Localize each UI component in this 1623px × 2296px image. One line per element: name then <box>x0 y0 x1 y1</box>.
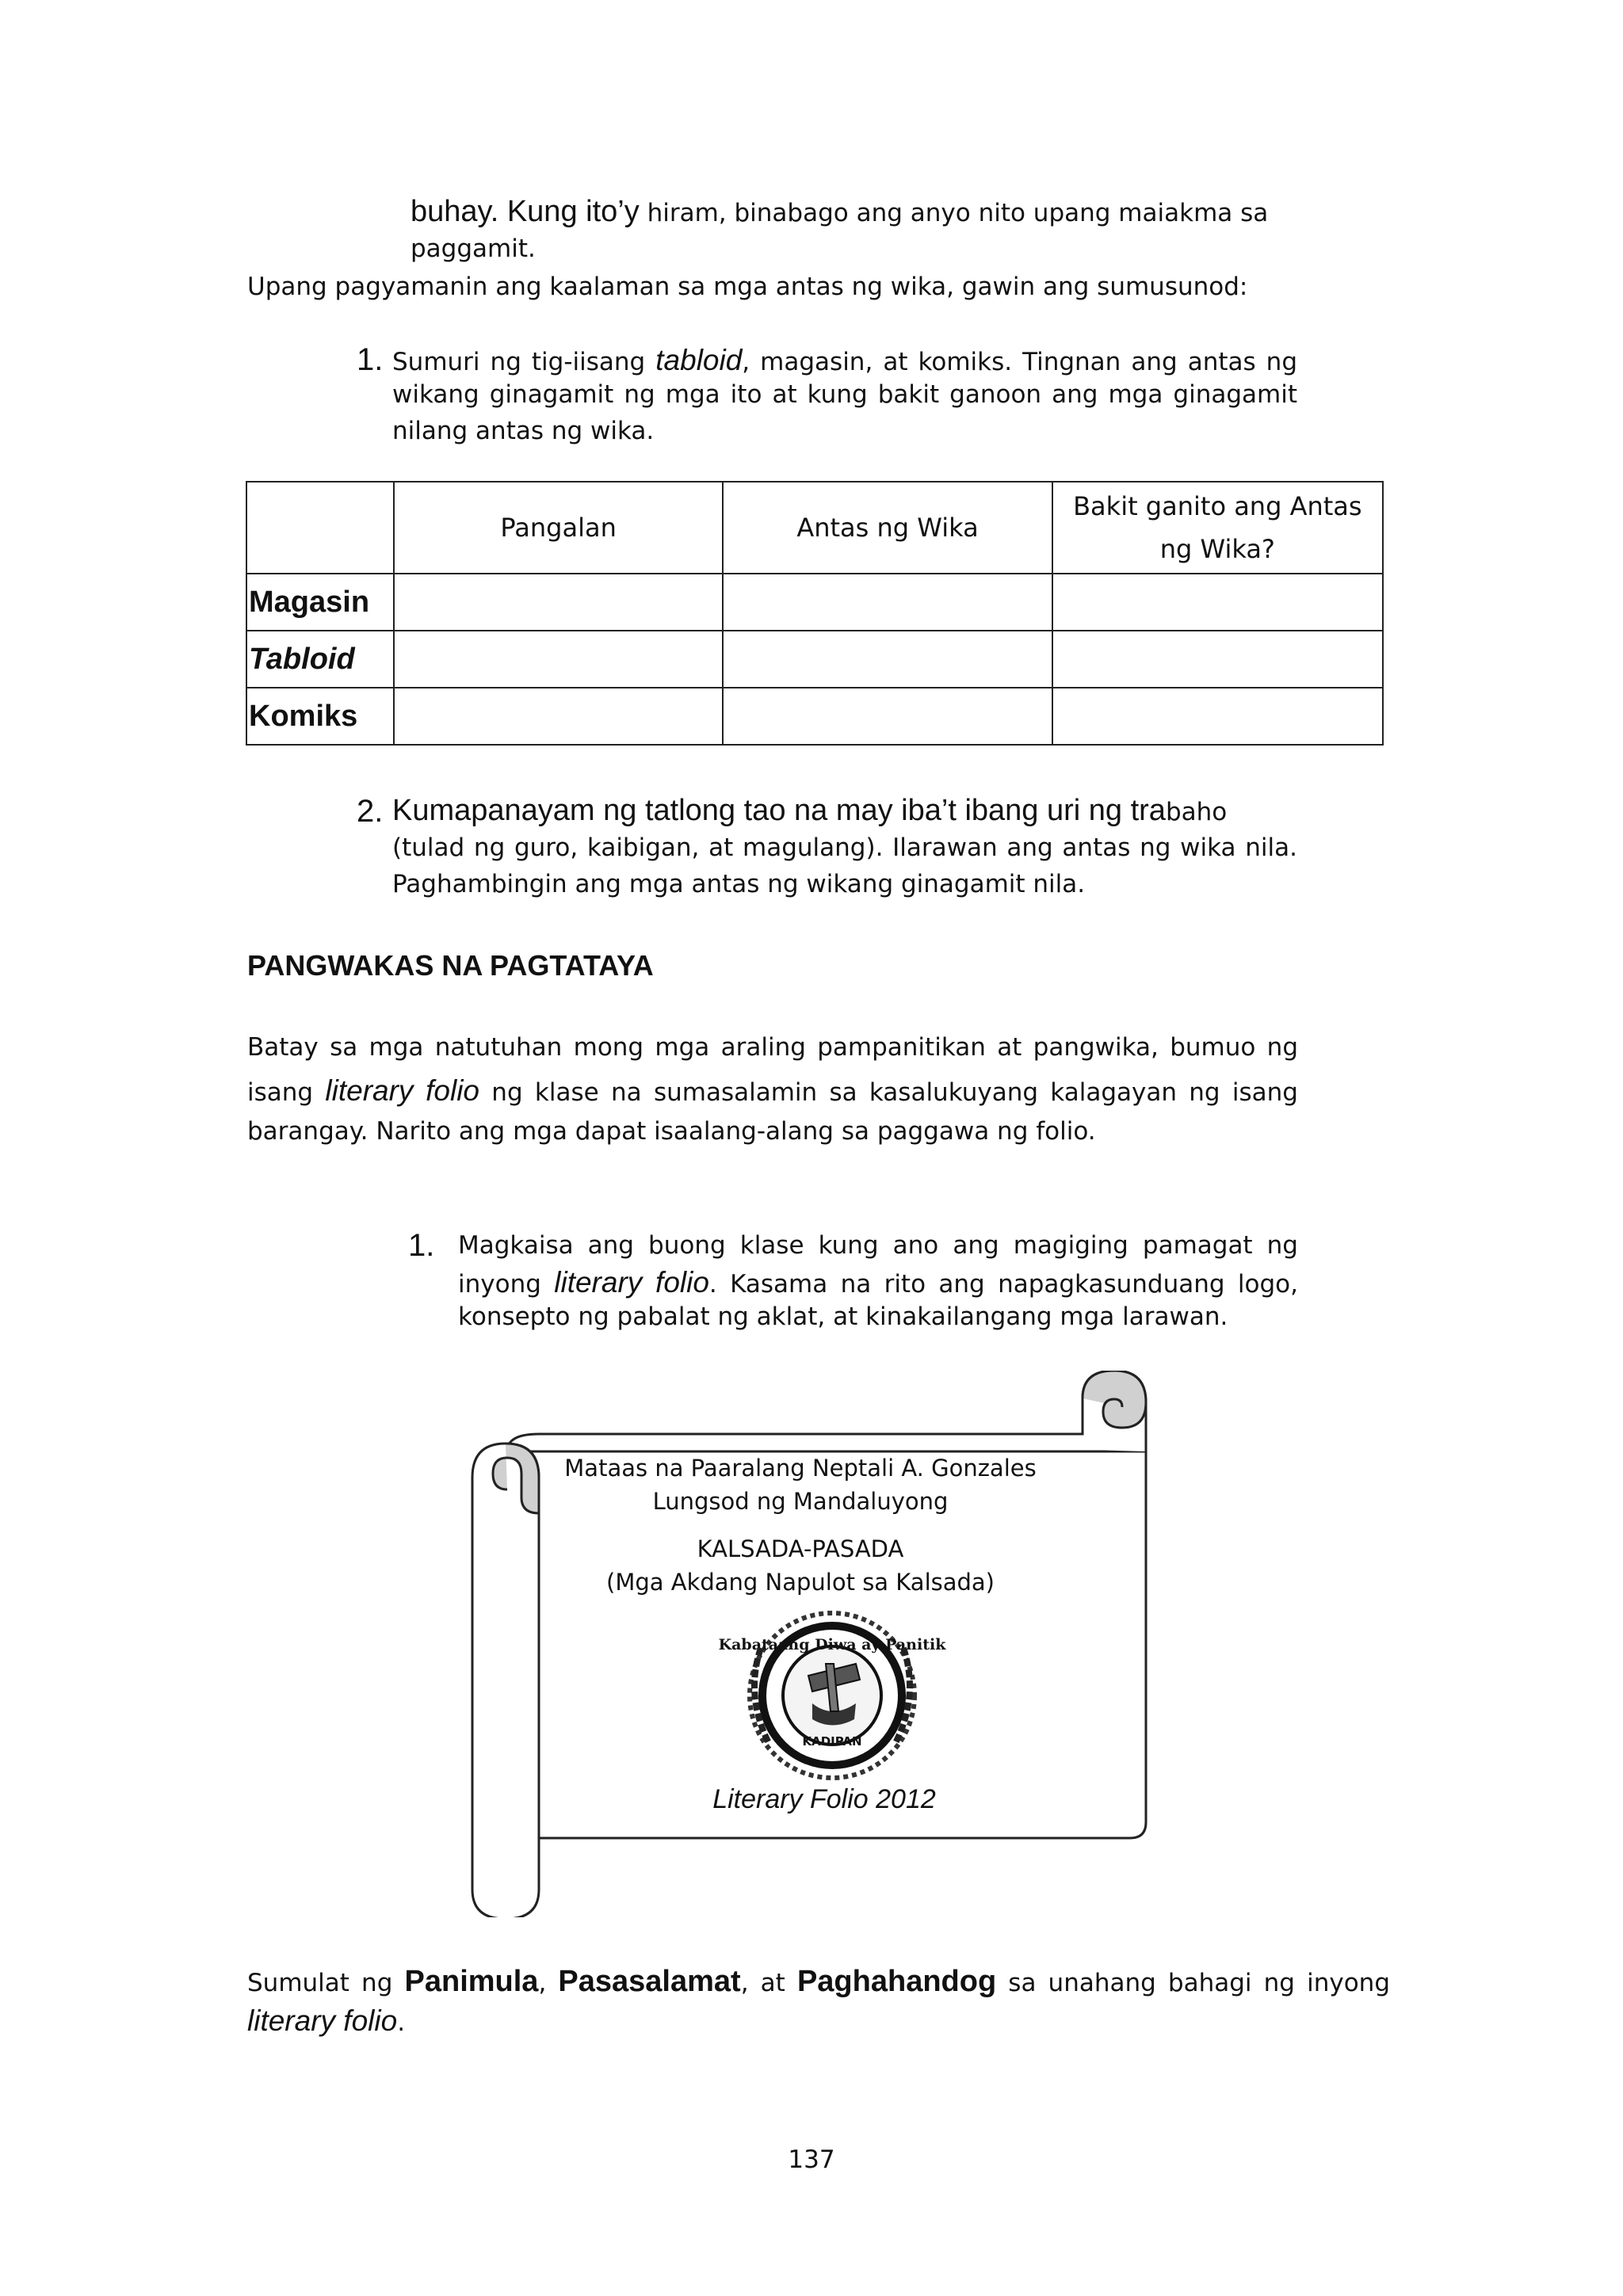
scroll-caption: Literary Folio 2012 <box>712 1784 936 1814</box>
row-label-komiks: Komiks <box>246 688 394 745</box>
table-header-empty <box>246 482 394 574</box>
seal-bottom-text: KADIPAN <box>802 1734 862 1749</box>
table-cell <box>723 631 1052 688</box>
task2-text-a: Kumapanayam ng tatlong tao na may iba’t ibang uri ng tra <box>392 794 1166 827</box>
intro-text-b: hiram, binabago ang anyo nito upang maiakma sa <box>639 199 1269 227</box>
closing-paghahandog: Paghahandog <box>796 1965 997 1998</box>
table-row <box>246 574 1383 631</box>
closing-text-c: , <box>538 1969 559 1997</box>
intro-line-2: paggamit. <box>411 235 536 263</box>
seal-arc-text: Kabataang Diwa ay Panitik <box>718 1636 946 1653</box>
paragraph-line-1: Batay sa mga natutuhan mong mga araling pampanitikan at pangwika, bumuo ng <box>247 1033 1298 1062</box>
step1-line-3: konsepto ng pabalat ng aklat, at kinakailangang mga larawan. <box>458 1302 1228 1331</box>
step1-text-c: . Kasama na rito ang napagkasunduang logo, <box>708 1270 1298 1299</box>
table-cell <box>394 631 723 688</box>
page-number: 137 <box>788 2145 835 2174</box>
table-cell <box>1052 631 1383 688</box>
closing-panimula: Panimula <box>404 1965 539 1998</box>
paragraph-text-c: ng klase na sumasalamin sa kasalukuyang kalagayan ng isang <box>479 1078 1298 1107</box>
intro-line-1 <box>411 195 1300 229</box>
task2-line-1 <box>392 794 1297 828</box>
step1-text-a: inyong <box>458 1270 555 1299</box>
table-cell <box>1052 574 1383 631</box>
task1-line-3: nilang antas ng wika. <box>392 417 655 445</box>
antas-table <box>246 481 1384 746</box>
scroll-title: KALSADA-PASADA <box>697 1535 904 1562</box>
scroll-school-name: Mataas na Paaralang Neptali A. Gonzales <box>564 1455 1037 1482</box>
step1-literary-folio: literary folio <box>554 1266 709 1299</box>
table-cell <box>723 574 1052 631</box>
row-label-tabloid: Tabloid <box>246 631 394 688</box>
task1-number: 1. <box>357 342 384 377</box>
task1-text-a: Sumuri ng tig-iisang <box>392 348 656 376</box>
scroll-left-roll <box>472 1444 539 1917</box>
table-cell <box>394 574 723 631</box>
task2-text-b: baho <box>1165 798 1228 826</box>
instruction-text: Upang pagyamanin ang kaalaman sa mga antas ng wika, gawin ang sumusunod: <box>247 273 1248 301</box>
task1-tabloid: tabloid <box>655 344 743 376</box>
closing-text-e: , at <box>740 1969 797 1997</box>
scroll-city: Lungsod ng Mandaluyong <box>652 1488 949 1515</box>
closing-pasasalamat: Pasasalamat <box>558 1965 741 1998</box>
task1-line-2: wikang ginagamit ng mga ito at kung bakit ganoon ang mga ginagamit <box>392 380 1297 409</box>
table-cell <box>723 688 1052 745</box>
task2-number: 2. <box>357 794 384 829</box>
section-heading: PANGWAKAS NA PAGTATAYA <box>247 949 654 982</box>
table-row <box>246 631 1383 688</box>
closing-line-2 <box>247 2004 405 2038</box>
table-cell <box>394 688 723 745</box>
paragraph-literary-folio: literary folio <box>325 1074 480 1107</box>
closing-text-i: . <box>397 2008 406 2037</box>
closing-literary-folio: literary folio <box>247 2004 398 2037</box>
row-label-magasin: Magasin <box>246 574 394 631</box>
intro-text-a: buhay. Kung ito’y <box>411 195 640 228</box>
paragraph-line-3: barangay. Narito ang mga dapat isaalang-alang sa paggawa ng folio. <box>247 1117 1096 1146</box>
scroll-subtitle: (Mga Akdang Napulot sa Kalsada) <box>606 1569 995 1596</box>
task1-line-1 <box>392 344 1297 377</box>
step1-line-2 <box>458 1266 1298 1299</box>
paragraph-text-a: isang <box>247 1078 326 1107</box>
table-header-antas: Antas ng Wika <box>723 482 1052 574</box>
table-cell <box>1052 688 1383 745</box>
closing-line-1 <box>247 1965 1390 1999</box>
closing-text-g: sa unahang bahagi ng inyong <box>996 1969 1390 1997</box>
step1-number: 1. <box>408 1228 435 1263</box>
table-header-row <box>246 482 1383 574</box>
task1-text-c: , magasin, at komiks. Tingnan ang antas ng <box>742 348 1297 376</box>
task2-line-3: Paghambingin ang mga antas ng wikang ginagamit nila. <box>392 870 1086 898</box>
step1-line-1: Magkaisa ang buong klase kung ano ang magiging pamagat ng <box>458 1231 1298 1260</box>
table-header-pangalan: Pangalan <box>394 482 723 574</box>
paragraph-line-2 <box>247 1074 1298 1108</box>
table-row <box>246 688 1383 745</box>
task2-line-2: (tulad ng guro, kaibigan, at magulang). Ilarawan ang antas ng wika nila. <box>392 833 1297 862</box>
closing-text-a: Sumulat ng <box>247 1969 405 1997</box>
table-header-bakit: Bakit ganito ang Antas ng Wika? <box>1052 482 1383 574</box>
